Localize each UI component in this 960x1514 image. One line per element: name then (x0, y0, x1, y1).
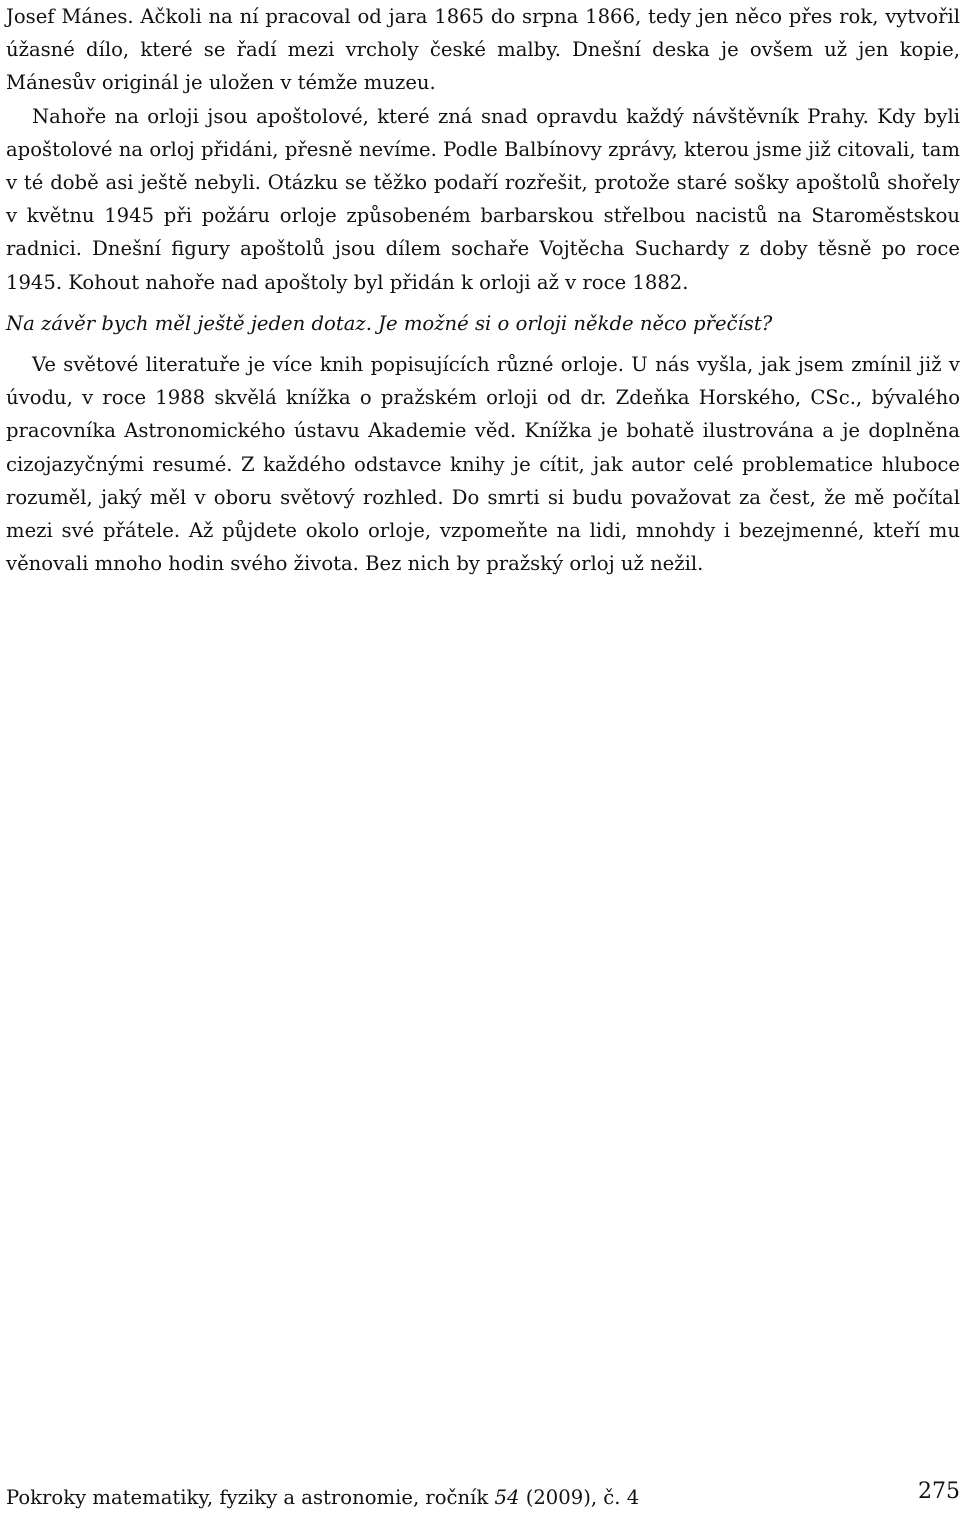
paragraph-manes: Josef Mánes. Ačkoli na ní pracoval od jara 1865 do srpna 1866, tedy jen něco přes rok, vytvořil úžasné dílo, které se řadí mezi vrcholy české malby. Dnešní deska je ovšem už jen kopie, Mánesův originál je uložen v témže muzeu. (6, 5, 960, 95)
article-body (6, 0, 960, 580)
journal-volume: 54 (494, 1486, 520, 1509)
interview-question: Na závěr bych měl ještě jeden dotaz. Je možné si o orloji někde něco přečíst? (6, 311, 773, 335)
page-number: 275 (918, 1479, 960, 1504)
journal-issue: (2009), č. 4 (519, 1486, 640, 1509)
paragraph-apostles: Nahoře na orloji jsou apoštolové, které zná snad opravdu každý návštěvník Prahy. Kdy byli apoštolové na orloj přidáni, přesně nevíme. Podle Balbínovy zprávy, kterou jsme již citovali, tam v té době asi ještě nebyli. Otázku se těžko podaří rozřešit, protože staré sošky apoštolů shořely v květnu 1945 při požáru orloje způsobeném barbarskou střelbou nacistů na Staroměstskou radnici. Dnešní figury apoštolů jsou dílem sochaře Vojtěcha Suchardy z doby těsně po roce 1945. Kohout nahoře nad apoštoly byl přidán k orloji až v roce 1882. (6, 104, 960, 294)
journal-name: Pokroky matematiky, fyziky a astronomie, ročník (6, 1486, 495, 1509)
journal-citation (6, 1486, 639, 1510)
paragraph-literature: Ve světové literatuře je více knih popisujících různé orloje. U nás vyšla, jak jsem zmínil již v úvodu, v roce 1988 skvělá knížka o pražském orloji od dr. Zdeňka Horského, CSc., bývalého pracovníka Astronomického ústavu Akademie věd. Knížka je bohatě ilustrována a je doplněna cizojazyčnými resumé. Z každého odstavce knihy je cítit, jak autor celé problematice hluboce rozuměl, jaký měl v oboru světový rozhled. Do smrti si budu považovat za čest, že mě počítal mezi své přátele. Až půjdete okolo orloje, vzpomeňte na lidi, mnohdy i bezejmenné, kteří mu věnovali mnoho hodin svého života. Bez nich by pražský orloj už nežil. (6, 353, 960, 576)
